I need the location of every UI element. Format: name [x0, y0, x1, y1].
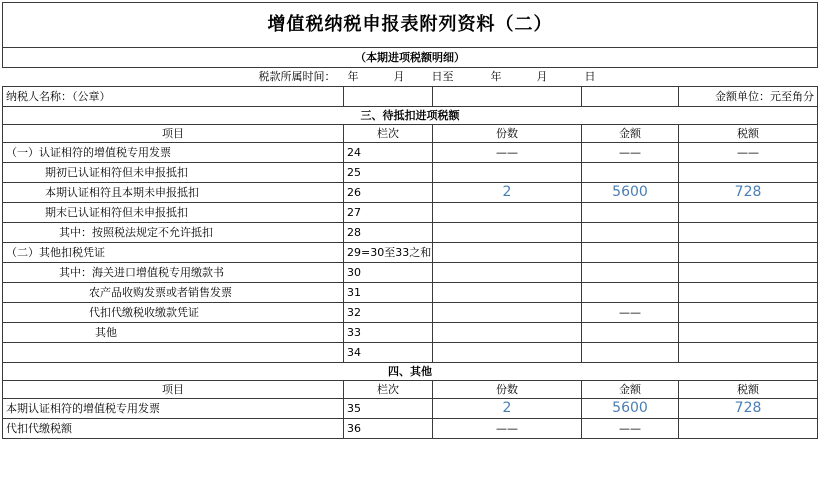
row-item-label: 期末已认证相符但未申报抵扣 [3, 203, 344, 223]
col-header-count: 份数 [433, 381, 582, 399]
row-amount-cell[interactable]: 5600 [582, 183, 679, 203]
row-item-label: 本期认证相符且本期未申报抵扣 [3, 183, 344, 203]
section3-header-row [3, 125, 818, 143]
row-line-number: 29=30至33之和 [344, 243, 433, 263]
row-item-label: 代扣代缴税额 [3, 419, 344, 439]
row-item-label [3, 343, 344, 363]
currency-unit-label: 金额单位：元至角分 [679, 87, 818, 107]
row-amount-cell[interactable] [582, 263, 679, 283]
row-amount-cell[interactable] [582, 343, 679, 363]
row-tax-cell[interactable]: 728 [679, 183, 818, 203]
row-tax-cell: —— [679, 143, 818, 163]
row-amount-cell: —— [582, 143, 679, 163]
row-count-cell[interactable]: 2 [433, 183, 582, 203]
table-row [3, 183, 818, 203]
row-tax-cell[interactable]: 728 [679, 399, 818, 419]
col-header-amount: 金额 [582, 381, 679, 399]
tax-period-label: 税款所属时间： [258, 70, 336, 83]
row-count-cell[interactable] [433, 283, 582, 303]
col-header-tax: 税额 [679, 381, 818, 399]
tax-period-row [3, 68, 818, 87]
table-row [3, 163, 818, 183]
page-subtitle: （本期进项税额明细） [3, 48, 818, 68]
row-line-number: 25 [344, 163, 433, 183]
row-item-label: 代扣代缴税收缴款凭证 [3, 303, 344, 323]
row-count-cell[interactable] [433, 243, 582, 263]
period-start-month: 月 [393, 70, 405, 83]
col-header-item: 项目 [3, 381, 344, 399]
row-item-label: 其中：海关进口增值税专用缴款书 [3, 263, 344, 283]
row-tax-cell[interactable] [679, 419, 818, 439]
row-line-number: 35 [344, 399, 433, 419]
row-tax-cell[interactable] [679, 163, 818, 183]
row-tax-cell[interactable] [679, 243, 818, 263]
taxpayer-name-cell-3[interactable] [582, 87, 679, 107]
table-row [3, 263, 818, 283]
row-line-number: 32 [344, 303, 433, 323]
table-row [3, 343, 818, 363]
period-start-year: 年 [347, 70, 359, 83]
row-amount-cell[interactable] [582, 323, 679, 343]
taxpayer-row [3, 87, 818, 107]
page-title: 增值税纳税申报表附列资料（二） [3, 3, 818, 48]
row-line-number: 33 [344, 323, 433, 343]
vat-attachment-table [2, 2, 818, 439]
row-line-number: 27 [344, 203, 433, 223]
table-row [3, 243, 818, 263]
col-header-item: 项目 [3, 125, 344, 143]
row-item-label: （二）其他扣税凭证 [3, 243, 344, 263]
col-header-line: 栏次 [344, 125, 433, 143]
table-row [3, 143, 818, 163]
period-start-day: 日至 [431, 70, 454, 83]
row-line-number: 30 [344, 263, 433, 283]
row-tax-cell[interactable] [679, 203, 818, 223]
row-count-cell: —— [433, 419, 582, 439]
row-amount-cell[interactable] [582, 163, 679, 183]
row-amount-cell: —— [582, 303, 679, 323]
table-row [3, 323, 818, 343]
row-tax-cell[interactable] [679, 323, 818, 343]
row-count-cell[interactable] [433, 323, 582, 343]
row-count-cell[interactable] [433, 303, 582, 323]
row-amount-cell[interactable] [582, 203, 679, 223]
row-item-label: （一）认证相符的增值税专用发票 [3, 143, 344, 163]
row-item-label: 期初已认证相符但未申报抵扣 [3, 163, 344, 183]
col-header-line: 栏次 [344, 381, 433, 399]
row-line-number: 31 [344, 283, 433, 303]
row-amount-cell[interactable] [582, 243, 679, 263]
row-amount-cell[interactable] [582, 283, 679, 303]
section3-heading: 三、待抵扣进项税额 [3, 107, 818, 125]
table-row [3, 399, 818, 419]
taxpayer-name-cell-2[interactable] [433, 87, 582, 107]
row-line-number: 28 [344, 223, 433, 243]
row-line-number: 24 [344, 143, 433, 163]
row-amount-cell: —— [582, 419, 679, 439]
period-end-month: 月 [536, 70, 548, 83]
row-tax-cell[interactable] [679, 223, 818, 243]
taxpayer-name-label: 纳税人名称：（公章） [3, 87, 344, 107]
row-count-cell: —— [433, 143, 582, 163]
col-header-amount: 金额 [582, 125, 679, 143]
row-count-cell[interactable] [433, 223, 582, 243]
row-line-number: 26 [344, 183, 433, 203]
row-line-number: 36 [344, 419, 433, 439]
row-line-number: 34 [344, 343, 433, 363]
row-tax-cell[interactable] [679, 303, 818, 323]
row-tax-cell[interactable] [679, 343, 818, 363]
row-amount-cell[interactable]: 5600 [582, 399, 679, 419]
section4-header-row [3, 381, 818, 399]
row-item-label: 其他 [3, 323, 344, 343]
table-row [3, 419, 818, 439]
row-tax-cell[interactable] [679, 263, 818, 283]
row-amount-cell[interactable] [582, 223, 679, 243]
col-header-tax: 税额 [679, 125, 818, 143]
period-end-year: 年 [490, 70, 502, 83]
taxpayer-name-cell-1[interactable] [344, 87, 433, 107]
row-item-label: 农产品收购发票或者销售发票 [3, 283, 344, 303]
row-count-cell[interactable] [433, 263, 582, 283]
row-count-cell[interactable] [433, 343, 582, 363]
col-header-count: 份数 [433, 125, 582, 143]
table-row [3, 283, 818, 303]
row-item-label: 本期认证相符的增值税专用发票 [3, 399, 344, 419]
row-item-label: 其中：按照税法规定不允许抵扣 [3, 223, 344, 243]
row-count-cell[interactable] [433, 163, 582, 183]
table-row [3, 223, 818, 243]
row-count-cell[interactable] [433, 203, 582, 223]
section4-heading: 四、其他 [3, 363, 818, 381]
row-tax-cell[interactable] [679, 283, 818, 303]
row-count-cell[interactable]: 2 [433, 399, 582, 419]
table-row [3, 303, 818, 323]
table-row [3, 203, 818, 223]
period-end-day: 日 [584, 70, 596, 83]
